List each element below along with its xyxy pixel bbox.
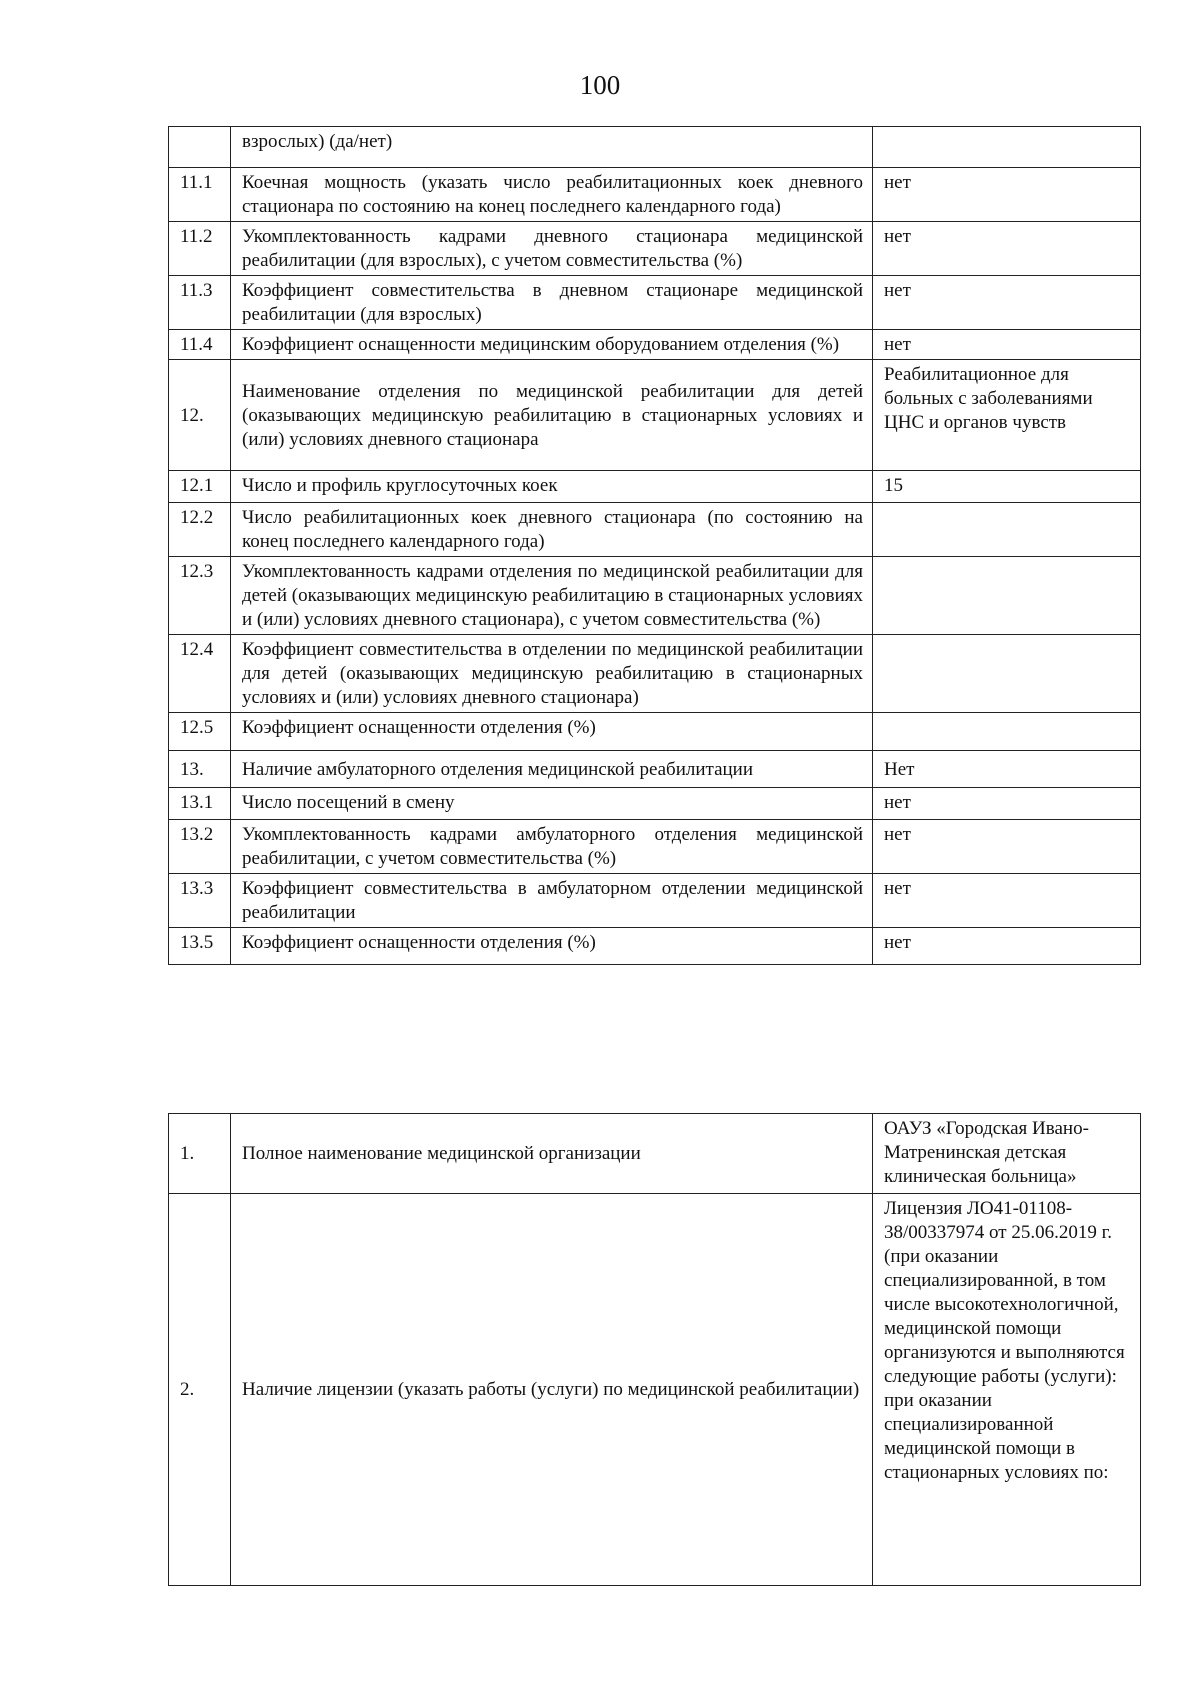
row-value: нет [873, 928, 1141, 965]
row-number: 2. [169, 1194, 231, 1586]
row-description: Коэффициент совместительства в дневном стационаре медицинской реабилитации (для взрослых) [231, 276, 873, 330]
row-description: Укомплектованность кадрами отделения по медицинской реабилитации для детей (оказывающих медицинскую реабилитацию в стационарных условиях и (или) условиях дневного стационара), с учетом совместительства (%) [231, 557, 873, 635]
rehabilitation-table [168, 126, 1141, 965]
row-number: 13.3 [169, 874, 231, 928]
row-value: нет [873, 168, 1141, 222]
row-description: Число и профиль круглосуточных коек [231, 471, 873, 503]
table-row [169, 276, 1141, 330]
row-number: 12.3 [169, 557, 231, 635]
table-row [169, 471, 1141, 503]
row-value: нет [873, 222, 1141, 276]
row-number: 12.4 [169, 635, 231, 713]
row-number: 12.5 [169, 713, 231, 751]
row-value: Нет [873, 751, 1141, 788]
row-description: Наименование отделения по медицинской реабилитации для детей (оказывающих медицинскую реабилитацию в стационарных условиях и (или) условиях дневного стационара [231, 360, 873, 471]
table-row [169, 874, 1141, 928]
row-description: Коэффициент оснащенности медицинским оборудованием отделения (%) [231, 330, 873, 360]
row-number: 13.2 [169, 820, 231, 874]
row-number [169, 127, 231, 168]
table-row [169, 1194, 1141, 1586]
row-value: нет [873, 788, 1141, 820]
row-description: Наличие лицензии (указать работы (услуги) по медицинской реабилитации) [231, 1194, 873, 1586]
row-number: 13.5 [169, 928, 231, 965]
table-row [169, 222, 1141, 276]
table-row [169, 635, 1141, 713]
row-number: 12.2 [169, 503, 231, 557]
row-value [873, 635, 1141, 713]
page-number: 100 [579, 70, 621, 100]
row-number: 11.2 [169, 222, 231, 276]
row-description: Укомплектованность кадрами амбулаторного отделения медицинской реабилитации, с учетом совместительства (%) [231, 820, 873, 874]
row-description: Коэффициент совместительства в амбулаторном отделении медицинской реабилитации [231, 874, 873, 928]
row-number: 12.1 [169, 471, 231, 503]
row-description: Число реабилитационных коек дневного стационара (по состоянию на конец последнего календарного года) [231, 503, 873, 557]
organization-table [168, 1113, 1141, 1586]
table-row [169, 788, 1141, 820]
row-number: 11.1 [169, 168, 231, 222]
row-value: Лицензия ЛО41-01108-38/00337974 от 25.06.2019 г. (при оказании специализированной, в том числе высокотехнологичной, медицинской помощи организуются и выполняются следующие работы (услуги): при оказании специализированной медицинской помощи в стационарных условиях по: [873, 1194, 1141, 1586]
row-value: 15 [873, 471, 1141, 503]
row-value: ОАУЗ «Городская Ивано-Матренинская детская клиническая больница» [873, 1114, 1141, 1194]
row-number: 1. [169, 1114, 231, 1194]
table-row [169, 713, 1141, 751]
row-description: Укомплектованность кадрами дневного стационара медицинской реабилитации (для взрослых), с учетом совместительства (%) [231, 222, 873, 276]
row-description: Коечная мощность (указать число реабилитационных коек дневного стационара по состоянию на конец последнего календарного года) [231, 168, 873, 222]
table-row [169, 820, 1141, 874]
row-value: нет [873, 874, 1141, 928]
row-number: 11.3 [169, 276, 231, 330]
table-row [169, 360, 1141, 471]
table-row [169, 1114, 1141, 1194]
table-row [169, 127, 1141, 168]
row-description: Число посещений в смену [231, 788, 873, 820]
row-value: нет [873, 330, 1141, 360]
row-number: 13. [169, 751, 231, 788]
table-row [169, 928, 1141, 965]
row-number: 13.1 [169, 788, 231, 820]
row-description: Коэффициент оснащенности отделения (%) [231, 928, 873, 965]
row-value: нет [873, 276, 1141, 330]
table-row [169, 330, 1141, 360]
row-value [873, 557, 1141, 635]
row-description: Наличие амбулаторного отделения медицинской реабилитации [231, 751, 873, 788]
row-number: 11.4 [169, 330, 231, 360]
row-description: взрослых) (да/нет) [231, 127, 873, 168]
row-description: Полное наименование медицинской организации [231, 1114, 873, 1194]
row-value: Реабилитационное для больных с заболеваниями ЦНС и органов чувств [873, 360, 1141, 471]
row-value [873, 503, 1141, 557]
row-value: нет [873, 820, 1141, 874]
row-description: Коэффициент совместительства в отделении по медицинской реабилитации для детей (оказывающих медицинскую реабилитацию в стационарных условиях и (или) условиях дневного стационара) [231, 635, 873, 713]
table-row [169, 751, 1141, 788]
table-row [169, 503, 1141, 557]
row-description: Коэффициент оснащенности отделения (%) [231, 713, 873, 751]
row-value [873, 127, 1141, 168]
table-row [169, 557, 1141, 635]
row-number: 12. [169, 360, 231, 471]
table-row [169, 168, 1141, 222]
row-value [873, 713, 1141, 751]
